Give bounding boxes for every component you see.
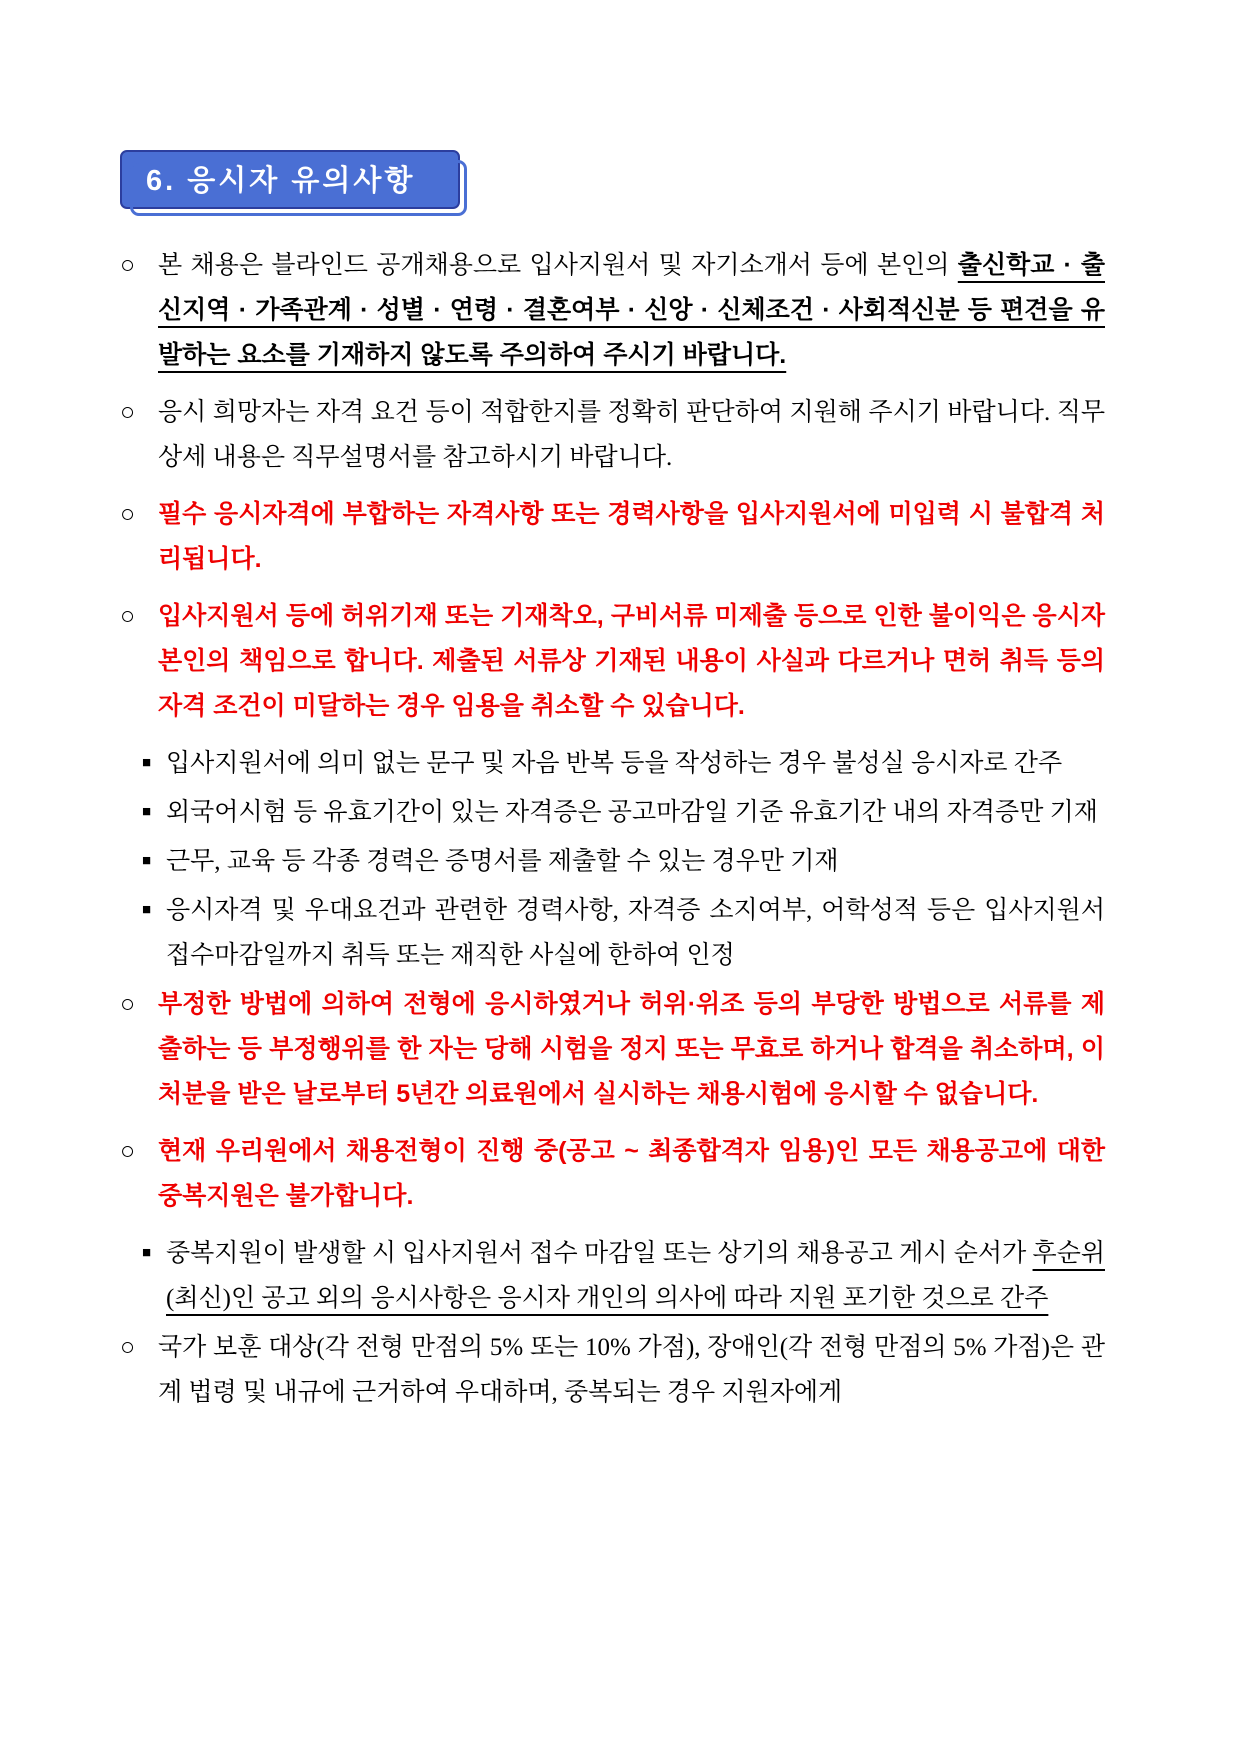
notice-item [120,982,1105,1117]
text-run-normal: 근무, 교육 등 각종 경력은 증명서를 제출할 수 있는 경우만 기재 [166,848,839,875]
notice-item-text [158,594,1105,729]
text-run-bold-underline: 출신학교 · 출신지역 · 가족관계 · 성별 · 연령 · 결혼여부 · 신앙 · 신체조건 · 사회적신분 등 편견을 유발하는 요소를 기재하지 않도록 주의하여 주시기 바랍니다. [158,251,1105,369]
notice-subitem [142,1231,1105,1321]
square-bullet-icon: ■ [142,902,152,918]
notice-subitem [142,741,1105,786]
text-run-red-bold: 부정한 방법에 의하여 전형에 응시하였거나 허위·위조 등의 부당한 방법으로 서류를 제출하는 등 부정행위를 한 자는 당해 시험을 정지 또는 무효로 하거나 합격을 취소하며, 이 처분을 받은 날로부터 5년간 의료원에서 실시하는 채용시험에 응시할 수 없습니다. [158,990,1105,1108]
notice-item [120,1325,1105,1415]
notice-item-text [158,1325,1105,1415]
section-title: 6. 응시자 유의사항 [146,165,416,197]
notice-item-text [158,492,1105,582]
notice-subitem [142,790,1105,835]
square-bullet-icon: ■ [142,804,152,820]
text-run-red-bold: 현재 우리원에서 채용전형이 진행 중(공고 ~ 최종합격자 임용)인 모든 채용공고에 대한 중복지원은 불가합니다. [158,1137,1105,1210]
text-run-normal: 응시자격 및 우대요건과 관련한 경력사항, 자격증 소지여부, 어학성적 등은 입사지원서 접수마감일까지 취득 또는 재직한 사실에 한하여 인정 [166,897,1105,969]
notice-item-text [166,1231,1105,1321]
square-bullet-icon: ■ [142,755,152,771]
notice-item-text [158,243,1105,378]
text-run-underline: 후순위(최신)인 공고 외의 응시사항은 응시자 개인의 의사에 따라 지원 포기한 것으로 간주 [166,1240,1105,1312]
text-run-normal: 중복지원이 발생할 시 입사지원서 접수 마감일 또는 상기의 채용공고 게시 순서가 [166,1240,1033,1267]
circle-bullet-icon: ○ [120,603,136,630]
notice-item [120,243,1105,378]
notice-item-text [166,839,1105,884]
notice-subitem [142,888,1105,978]
square-bullet-icon: ■ [142,1245,152,1261]
text-run-normal: 국가 보훈 대상(각 전형 만점의 5% 또는 10% 가점), 장애인(각 전형 만점의 5% 가점)은 관계 법령 및 내규에 근거하여 우대하며, 중복되는 경우 지원자에게 [158,1334,1105,1406]
circle-bullet-icon: ○ [120,501,136,528]
text-run-normal: 본 채용은 블라인드 공개채용으로 입사지원서 및 자기소개서 등에 본인의 [158,252,958,279]
circle-bullet-icon: ○ [120,252,136,279]
notice-item-text [158,390,1105,480]
notice-item [120,594,1105,729]
text-run-red-bold: 입사지원서 등에 허위기재 또는 기재착오, 구비서류 미제출 등으로 인한 불이익은 응시자 본인의 책임으로 합니다. 제출된 서류상 기재된 내용이 사실과 다르거나 면허 취득 등의 자격 조건이 미달하는 경우 임용을 취소할 수 있습니다. [158,602,1105,720]
notice-item [120,1129,1105,1219]
circle-bullet-icon: ○ [120,1138,136,1165]
text-run-red-bold: 필수 응시자격에 부합하는 자격사항 또는 경력사항을 입사지원서에 미입력 시 불합격 처리됩니다. [158,500,1105,573]
notice-section [120,150,1105,1427]
text-run-normal: 입사지원서에 의미 없는 문구 및 자음 반복 등을 작성하는 경우 불성실 응시자로 간주 [166,750,1063,777]
notice-item-text [166,790,1105,835]
circle-bullet-icon: ○ [120,399,136,426]
section-title-box [120,150,460,209]
text-run-normal: 외국어시험 등 유효기간이 있는 자격증은 공고마감일 기준 유효기간 내의 자격증만 기재 [166,799,1098,826]
square-bullet-icon: ■ [142,853,152,869]
notice-item [120,390,1105,480]
circle-bullet-icon: ○ [120,1334,136,1361]
notice-item-text [158,982,1105,1117]
notice-item-text [166,741,1105,786]
notice-item-text [158,1129,1105,1219]
text-run-normal: 응시 희망자는 자격 요건 등이 적합한지를 정확히 판단하여 지원해 주시기 바랍니다. 직무 상세 내용은 직무설명서를 참고하시기 바랍니다. [158,399,1105,471]
notice-item [120,492,1105,582]
notice-subitem [142,839,1105,884]
notice-item-text [166,888,1105,978]
circle-bullet-icon: ○ [120,991,136,1018]
notice-list [120,243,1105,1415]
